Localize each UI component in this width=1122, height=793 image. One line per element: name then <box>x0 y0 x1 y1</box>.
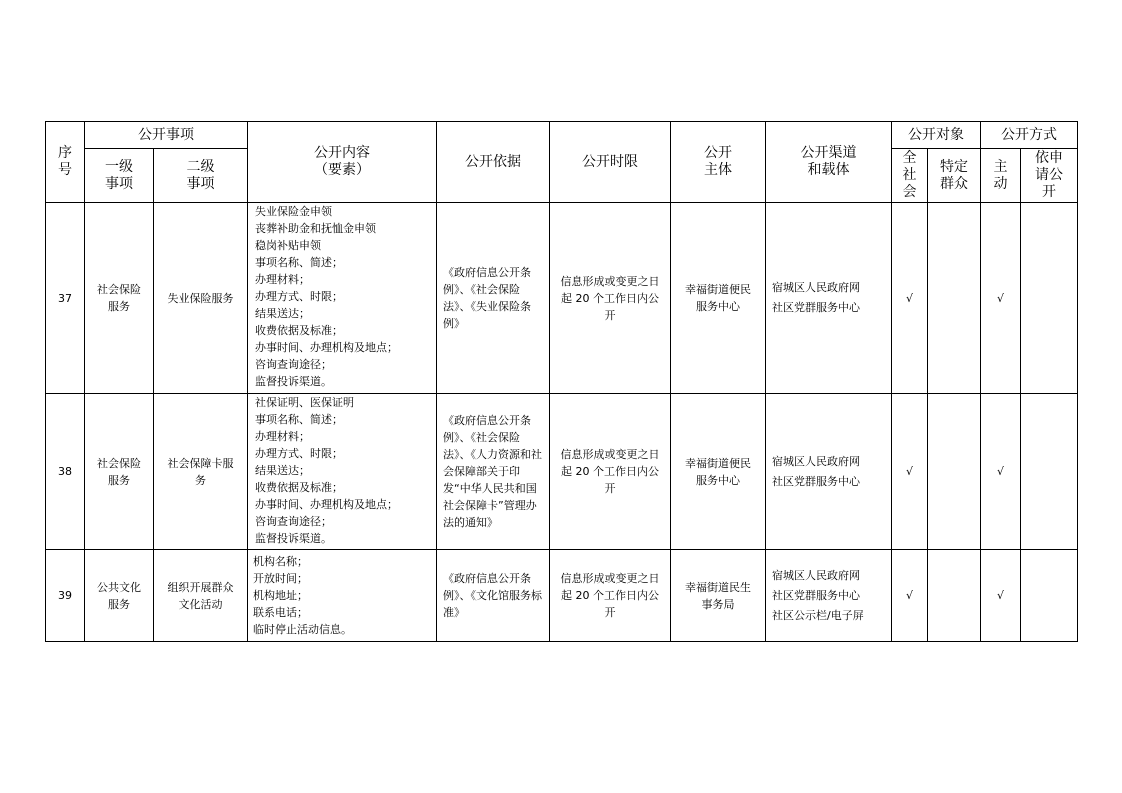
row-level2: 社会保障卡服务 <box>154 394 248 550</box>
row-level1: 公共文化 服务 <box>85 550 154 642</box>
row-time-limit: 信息形成或变更之日起 20 个工作日内公开 <box>550 550 671 642</box>
row-level2: 失业保险服务 <box>154 203 248 394</box>
row-target-specific <box>928 203 981 394</box>
row-seq: 37 <box>46 203 85 394</box>
disclosure-table <box>45 121 1078 642</box>
row-time-limit: 信息形成或变更之日起 20 个工作日内公开 <box>550 394 671 550</box>
row-channel: 宿城区人民政府网 社区党群服务中心 <box>766 203 892 394</box>
row-subject: 幸福街道民生 事务局 <box>671 550 766 642</box>
header-target-all: 全 社 会 <box>892 149 928 203</box>
row-basis: 《政府信息公开条例》、《社会保险法》、《失业保险条例》 <box>437 203 550 394</box>
header-content: 公开内容 （要素） <box>248 122 437 203</box>
row-mode-active-check: √ <box>981 394 1021 550</box>
row-mode-active-check: √ <box>981 550 1021 642</box>
row-subject: 幸福街道便民 服务中心 <box>671 394 766 550</box>
header-level2: 二级 事项 <box>154 149 248 203</box>
row-seq: 39 <box>46 550 85 642</box>
header-seq: 序 号 <box>46 122 85 203</box>
header-channel: 公开渠道 和载体 <box>766 122 892 203</box>
row-mode-active-check: √ <box>981 203 1021 394</box>
row-content: 社保证明、医保证明 事项名称、简述； 办理材料； 办理方式、时限； 结果送达； 收费依据及标准； 办事时间、办理机构及地点； 咨询查询途径； 监督投诉渠道。 <box>248 394 437 550</box>
table-row <box>46 203 1078 394</box>
row-level1: 社会保险 服务 <box>85 203 154 394</box>
header-items-group: 公开事项 <box>85 122 248 149</box>
header-target-specific: 特定 群众 <box>928 149 981 203</box>
row-mode-request <box>1021 550 1078 642</box>
table-body <box>46 203 1078 642</box>
row-basis: 《政府信息公开条例》、《文化馆服务标准》 <box>437 550 550 642</box>
header-target-group: 公开对象 <box>892 122 981 149</box>
row-seq: 38 <box>46 394 85 550</box>
row-basis: 《政府信息公开条例》、《社会保险法》、《人力资源和社会保障部关于印发“中华人民共和国社会保障卡”管理办法的通知》 <box>437 394 550 550</box>
row-mode-request <box>1021 394 1078 550</box>
row-subject: 幸福街道便民 服务中心 <box>671 203 766 394</box>
header-level1: 一级 事项 <box>85 149 154 203</box>
row-level2: 组织开展群众 文化活动 <box>154 550 248 642</box>
header-subject: 公开 主体 <box>671 122 766 203</box>
table-row <box>46 550 1078 642</box>
header-time-limit: 公开时限 <box>550 122 671 203</box>
row-target-specific <box>928 394 981 550</box>
row-time-limit: 信息形成或变更之日起 20 个工作日内公开 <box>550 203 671 394</box>
row-content: 机构名称； 开放时间； 机构地址； 联系电话； 临时停止活动信息。 <box>248 550 437 642</box>
row-mode-request <box>1021 203 1078 394</box>
header-mode-group: 公开方式 <box>981 122 1078 149</box>
row-target-all-check: √ <box>892 203 928 394</box>
row-target-specific <box>928 550 981 642</box>
header-basis: 公开依据 <box>437 122 550 203</box>
header-mode-active: 主 动 <box>981 149 1021 203</box>
header-mode-request: 依申 请公 开 <box>1021 149 1078 203</box>
row-content: 失业保险金申领 丧葬补助金和抚恤金申领 稳岗补贴申领 事项名称、简述； 办理材料； 办理方式、时限； 结果送达； 收费依据及标准； 办事时间、办理机构及地点； 咨询查询途径； 监督投诉渠道。 <box>248 203 437 394</box>
table-header <box>46 122 1078 203</box>
table-row <box>46 394 1078 550</box>
row-target-all-check: √ <box>892 550 928 642</box>
row-channel: 宿城区人民政府网 社区党群服务中心 社区公示栏/电子屏 <box>766 550 892 642</box>
row-target-all-check: √ <box>892 394 928 550</box>
row-channel: 宿城区人民政府网 社区党群服务中心 <box>766 394 892 550</box>
row-level1: 社会保险 服务 <box>85 394 154 550</box>
